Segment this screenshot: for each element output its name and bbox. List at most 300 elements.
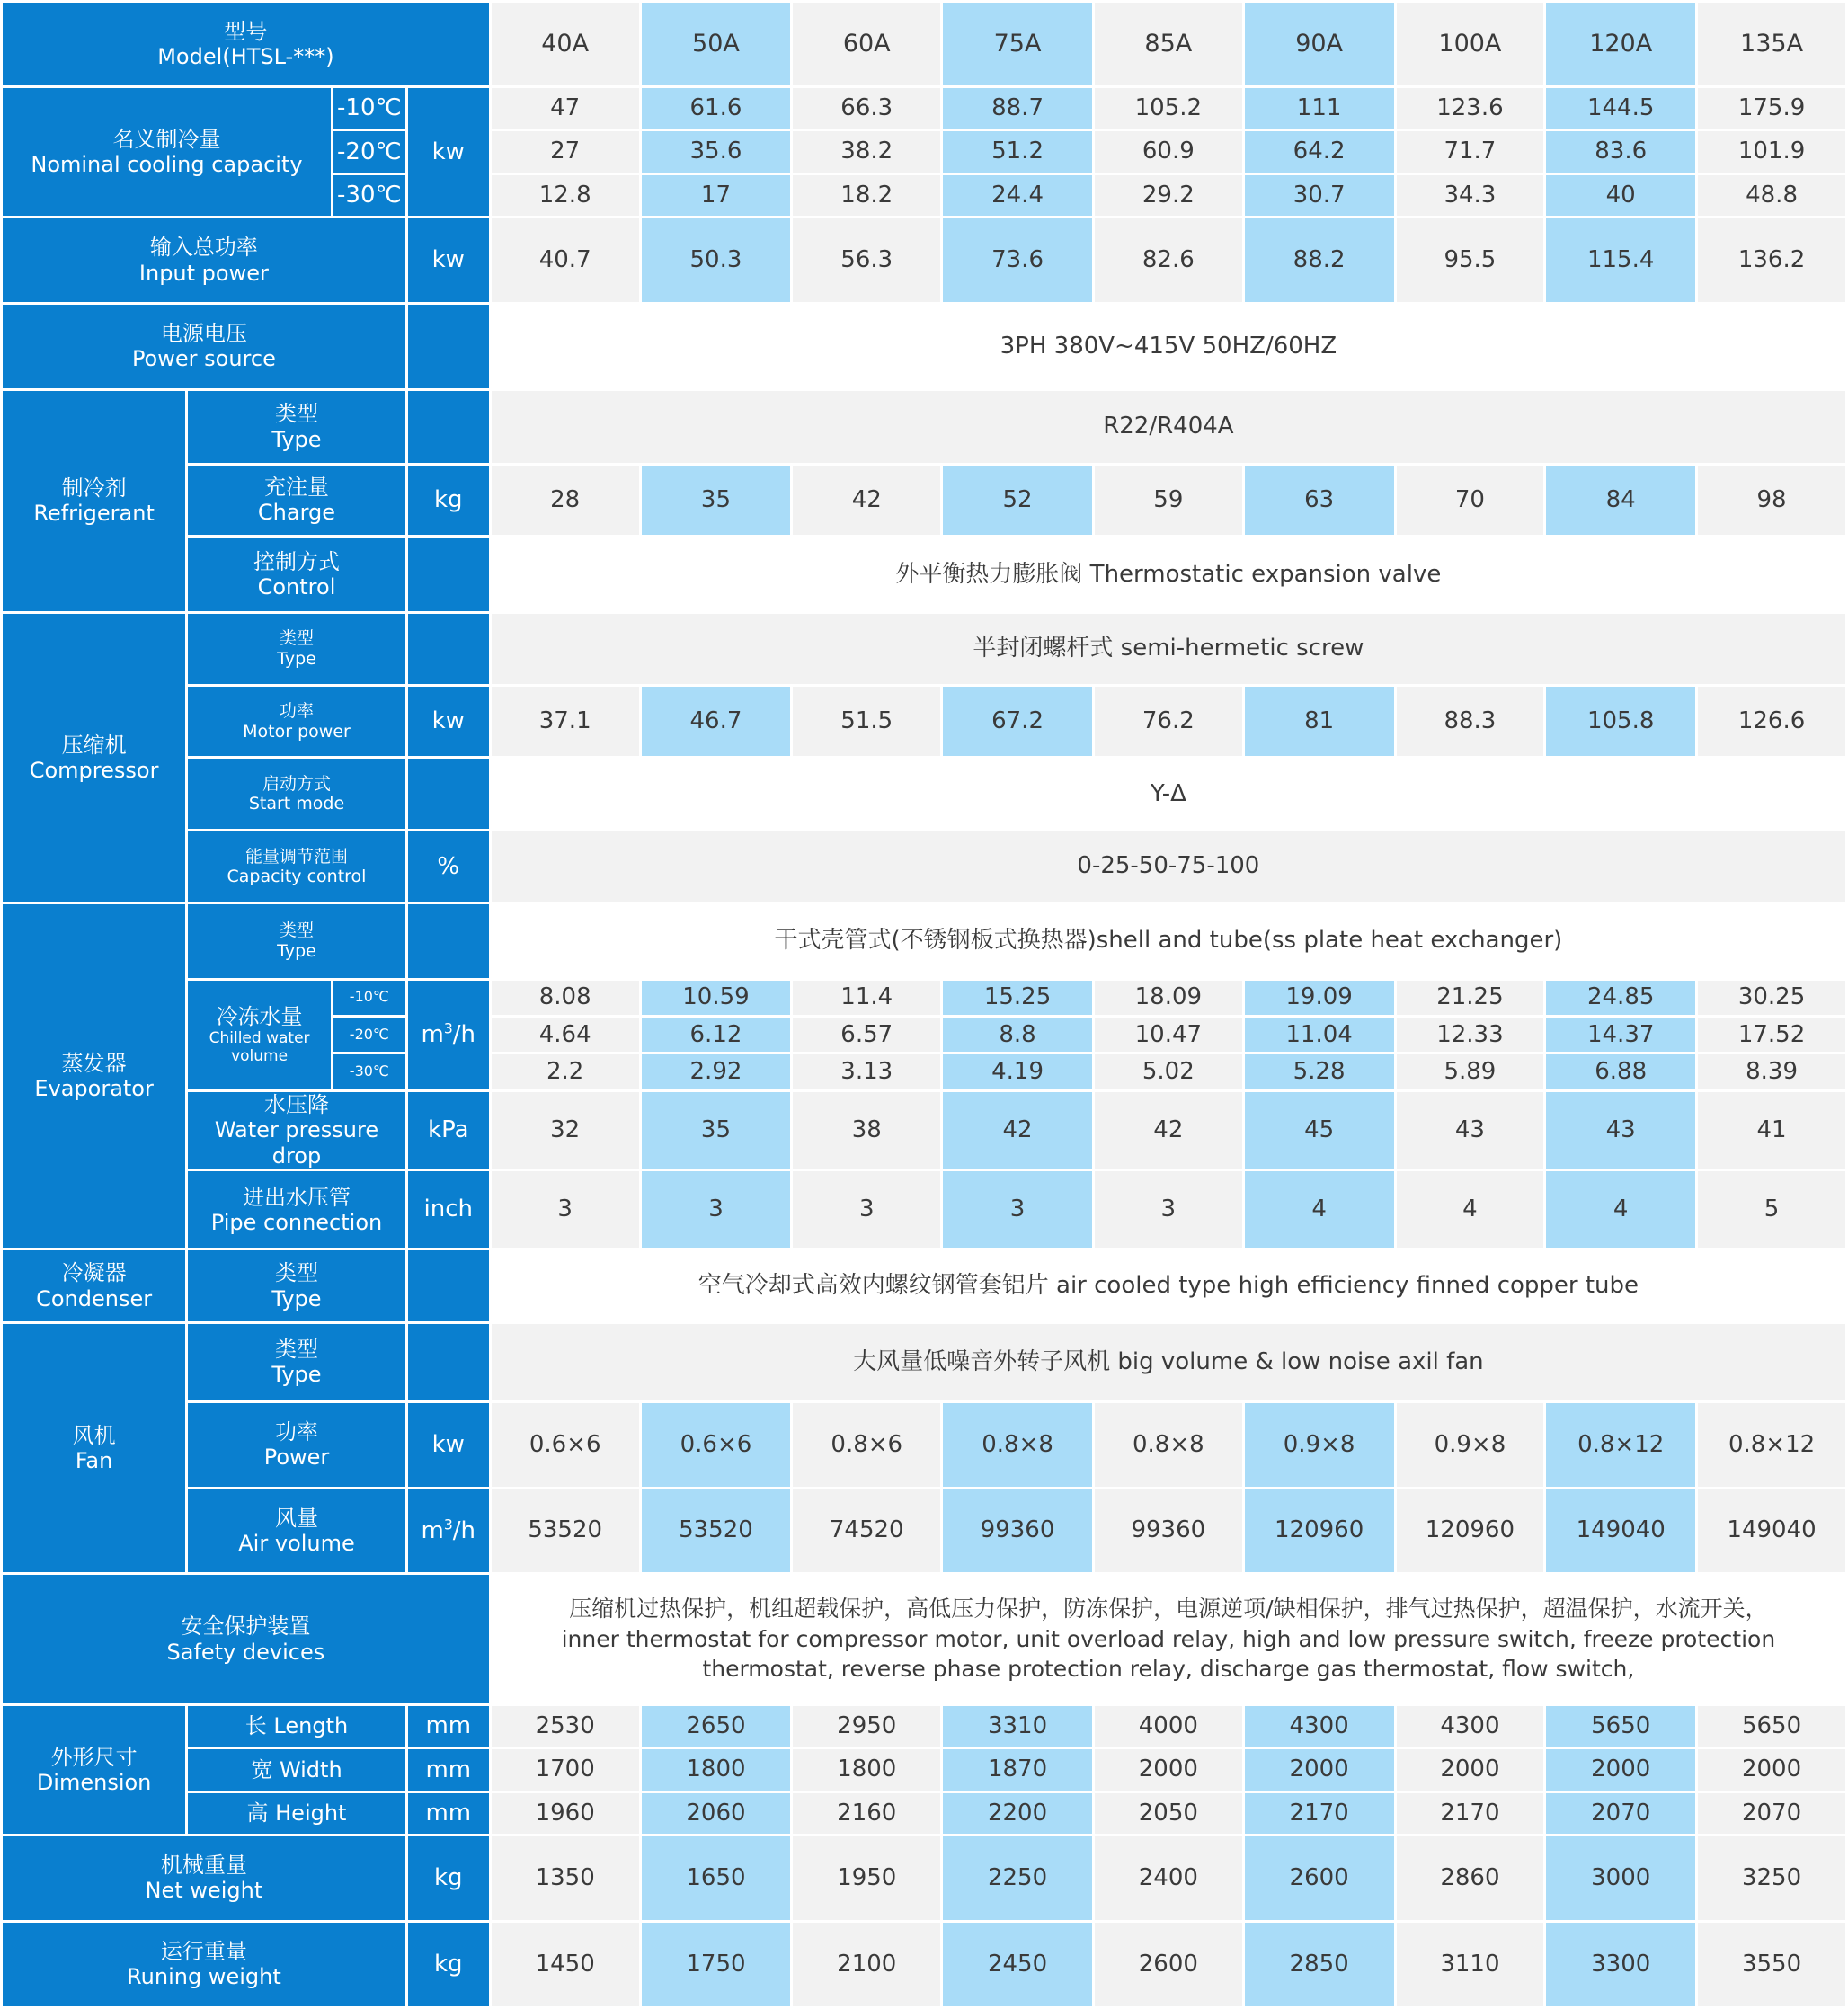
evaporator-zh: 蒸发器: [61, 1050, 127, 1076]
compressor-capacity-value: 0-25-50-75-100: [492, 831, 1845, 902]
running-weight-row: [3, 1923, 1845, 2006]
pressure-drop-row: [3, 1092, 1845, 1169]
fan-air-value: 53520: [642, 1489, 791, 1573]
pipe-connection-zh: 进出水压管: [242, 1184, 351, 1210]
pipe-connection-value: 3: [1095, 1171, 1242, 1248]
chilled-water-temp: -10℃: [333, 981, 405, 1015]
dimension-header: [3, 1706, 185, 1834]
compressor-capacity-header: [188, 831, 405, 902]
chilled-water-value: 11.04: [1245, 1018, 1394, 1052]
dimension-height-value: 2170: [1397, 1793, 1544, 1834]
refrigerant-charge-en: Charge: [257, 500, 336, 526]
cooling-value: 17: [642, 175, 791, 216]
fan-air-header: [188, 1489, 405, 1573]
unit-sup: 3: [443, 1516, 453, 1533]
input-power-value: 136.2: [1698, 218, 1845, 302]
chilled-water-value: 4.64: [492, 1018, 639, 1052]
cooling-value: 24.4: [943, 175, 1092, 216]
pressure-drop-value: 43: [1546, 1092, 1695, 1169]
input-power-value: 82.6: [1095, 218, 1242, 302]
compressor-type-value: 半封闭螺杆式 semi-hermetic screw: [492, 614, 1845, 684]
compressor-type-unit: [408, 614, 489, 684]
chilled-water-value: 5.89: [1397, 1054, 1544, 1089]
running-weight-value: 1750: [642, 1923, 791, 2006]
dimension-height-unit: mm: [408, 1793, 489, 1834]
refrigerant-charge-value: 70: [1397, 466, 1544, 536]
cooling-value: 83.6: [1546, 131, 1695, 172]
cooling-unit: kw: [408, 88, 489, 216]
fan-air-row: [3, 1489, 1845, 1573]
refrigerant-control-en: Control: [257, 574, 336, 600]
running-weight-value: 2450: [943, 1923, 1092, 2006]
chilled-water-value: 8.8: [943, 1018, 1092, 1052]
fan-air-value: 120960: [1245, 1489, 1394, 1573]
input-power-value: 50.3: [642, 218, 791, 302]
cooling-value: 66.3: [793, 88, 940, 129]
spec-table-body: [3, 3, 1845, 2006]
refrigerant-zh: 制冷剂: [61, 476, 127, 502]
fan-air-value: 99360: [943, 1489, 1092, 1573]
refrigerant-control-zh: 控制方式: [253, 548, 340, 574]
unit-base: m: [421, 1516, 444, 1544]
input-power-zh: 输入总功率: [149, 235, 258, 261]
cooling-value: 105.2: [1095, 88, 1242, 129]
chilled-water-unit: [408, 981, 489, 1089]
cooling-value: 64.2: [1245, 131, 1394, 172]
running-weight-header: [3, 1923, 405, 2006]
dimension-length-value: 4300: [1245, 1706, 1394, 1747]
fan-power-value: 0.9×8: [1245, 1403, 1394, 1487]
dimension-length-value: 2950: [793, 1706, 940, 1747]
fan-power-value: 0.8×8: [943, 1403, 1092, 1487]
condenser-value: 空气冷却式高效内螺纹钢管套铝片 air cooled type high efficiency finned copper tube: [492, 1250, 1845, 1321]
cooling-value: 51.2: [943, 131, 1092, 172]
unit-tail: /h: [452, 1020, 476, 1048]
dimension-height-value: 2050: [1095, 1793, 1242, 1834]
refrigerant-charge-value: 63: [1245, 466, 1394, 536]
pressure-drop-value: 35: [642, 1092, 791, 1169]
cooling-value: 60.9: [1095, 131, 1242, 172]
refrigerant-control-row: [3, 538, 1845, 611]
compressor-motor-value: 81: [1245, 687, 1394, 757]
model-value: 135A: [1698, 3, 1845, 85]
power-source-value: 3PH 380V~415V 50HZ/60HZ: [492, 305, 1845, 388]
fan-power-value: 0.8×8: [1095, 1403, 1242, 1487]
fan-air-unit: [408, 1489, 489, 1573]
dimension-width-value: 1800: [793, 1749, 940, 1790]
refrigerant-header: [3, 391, 185, 611]
cooling-value: 111: [1245, 88, 1394, 129]
refrigerant-charge-value: 35: [642, 466, 791, 536]
fan-air-value: 149040: [1546, 1489, 1695, 1573]
fan-zh: 风机: [72, 1422, 116, 1448]
compressor-start-en: Start mode: [248, 794, 345, 814]
net-weight-value: 2250: [943, 1836, 1092, 1920]
net-weight-header: [3, 1836, 405, 1920]
unit-sup: 3: [443, 1020, 453, 1037]
refrigerant-charge-header: [188, 466, 405, 536]
chilled-water-value: 10.59: [642, 981, 791, 1015]
condenser-unit: [408, 1250, 489, 1321]
cooling-value: 35.6: [642, 131, 791, 172]
dimension-height-label: 高 Height: [188, 1793, 405, 1834]
chilled-water-value: 6.12: [642, 1018, 791, 1052]
net-weight-value: 1950: [793, 1836, 940, 1920]
chilled-water-value: 4.19: [943, 1054, 1092, 1089]
input-power-unit: kw: [408, 218, 489, 302]
fan-power-zh: 功率: [274, 1418, 318, 1445]
cooling-header-en: Nominal cooling capacity: [31, 151, 303, 177]
chilled-water-value: 5.28: [1245, 1054, 1394, 1089]
dimension-height-value: 2160: [793, 1793, 940, 1834]
power-source-header: [3, 305, 405, 388]
fan-air-zh: 风量: [274, 1505, 318, 1531]
cooling-value: 144.5: [1546, 88, 1695, 129]
compressor-motor-header: [188, 687, 405, 757]
net-weight-zh: 机械重量: [160, 1853, 247, 1879]
cooling-temp: -10℃: [333, 88, 405, 129]
chilled-water-value: 5.02: [1095, 1054, 1242, 1089]
safety-row: [3, 1575, 1845, 1702]
unit-tail: /h: [452, 1516, 476, 1544]
unit-base: m: [421, 1020, 444, 1048]
compressor-start-value: Y-Δ: [492, 759, 1845, 829]
running-weight-value: 3110: [1397, 1923, 1544, 2006]
chilled-water-value: 30.25: [1698, 981, 1845, 1015]
compressor-start-unit: [408, 759, 489, 829]
compressor-motor-row: [3, 687, 1845, 757]
condenser-row: [3, 1250, 1845, 1321]
fan-power-row: [3, 1403, 1845, 1487]
running-weight-value: 1450: [492, 1923, 639, 2006]
fan-type-unit: [408, 1324, 489, 1400]
fan-air-value: 149040: [1698, 1489, 1845, 1573]
refrigerant-charge-value: 84: [1546, 466, 1695, 536]
net-weight-value: 2600: [1245, 1836, 1394, 1920]
running-weight-value: 3300: [1546, 1923, 1695, 2006]
chilled-water-value: 2.2: [492, 1054, 639, 1089]
chilled-water-header: [188, 981, 331, 1089]
chilled-water-value: 10.47: [1095, 1018, 1242, 1052]
power-source-row: [3, 305, 1845, 388]
refrigerant-type-header: [188, 391, 405, 463]
cooling-value: 48.8: [1698, 175, 1845, 216]
fan-power-value: 0.8×12: [1698, 1403, 1845, 1487]
net-weight-value: 2400: [1095, 1836, 1242, 1920]
condenser-en: Condenser: [36, 1285, 153, 1311]
dimension-width-value: 1870: [943, 1749, 1092, 1790]
input-power-value: 88.2: [1245, 218, 1394, 302]
fan-power-unit: kw: [408, 1403, 489, 1487]
pipe-connection-unit: inch: [408, 1171, 489, 1248]
fan-power-value: 0.6×6: [642, 1403, 791, 1487]
compressor-type-en: Type: [277, 648, 316, 669]
running-weight-unit: kg: [408, 1923, 489, 2006]
compressor-motor-value: 126.6: [1698, 687, 1845, 757]
net-weight-value: 2860: [1397, 1836, 1544, 1920]
refrigerant-charge-unit: kg: [408, 466, 489, 536]
dimension-length-value: 4000: [1095, 1706, 1242, 1747]
safety-value: [492, 1575, 1845, 1702]
dimension-length-row: [3, 1706, 1845, 1747]
input-power-value: 95.5: [1397, 218, 1544, 302]
compressor-motor-value: 51.5: [793, 687, 940, 757]
pipe-connection-header: [188, 1171, 405, 1248]
net-weight-row: [3, 1836, 1845, 1920]
dimension-length-unit: mm: [408, 1706, 489, 1747]
cooling-temp: -20℃: [333, 131, 405, 172]
compressor-start-zh: 启动方式: [262, 773, 331, 794]
compressor-motor-zh: 功率: [279, 701, 314, 722]
evaporator-type-zh: 类型: [279, 920, 314, 941]
dimension-length-value: 5650: [1698, 1706, 1845, 1747]
dimension-width-value: 2000: [1397, 1749, 1544, 1790]
cooling-value: 29.2: [1095, 175, 1242, 216]
dimension-height-value: 2070: [1546, 1793, 1695, 1834]
net-weight-value: 3250: [1698, 1836, 1845, 1920]
dimension-height-value: 2170: [1245, 1793, 1394, 1834]
refrigerant-en: Refrigerant: [33, 501, 155, 527]
refrigerant-control-unit: [408, 538, 489, 611]
running-weight-zh: 运行重量: [160, 1939, 247, 1965]
cooling-temp: -30℃: [333, 175, 405, 216]
cooling-value: 71.7: [1397, 131, 1544, 172]
compressor-motor-value: 67.2: [943, 687, 1092, 757]
running-weight-value: 2850: [1245, 1923, 1394, 2006]
compressor-motor-en: Motor power: [243, 721, 351, 742]
refrigerant-type-unit: [408, 391, 489, 463]
dimension-width-value: 2000: [1245, 1749, 1394, 1790]
chilled-water-value: 19.09: [1245, 981, 1394, 1015]
dimension-height-value: 2060: [642, 1793, 791, 1834]
pressure-drop-value: 43: [1397, 1092, 1544, 1169]
cooling-header: [3, 88, 331, 216]
cooling-value: 47: [492, 88, 639, 129]
evaporator-en: Evaporator: [34, 1076, 154, 1102]
cooling-value: 61.6: [642, 88, 791, 129]
pipe-connection-en: Pipe connection: [210, 1209, 383, 1235]
running-weight-en: Runing weight: [127, 1964, 281, 1990]
model-value: 100A: [1397, 3, 1544, 85]
input-power-header: [3, 218, 405, 302]
fan-en: Fan: [75, 1448, 113, 1474]
chilled-water-value: 14.37: [1546, 1018, 1695, 1052]
pressure-drop-value: 45: [1245, 1092, 1394, 1169]
cooling-value: 30.7: [1245, 175, 1394, 216]
condenser-type-zh: 类型: [274, 1260, 318, 1286]
safety-zh: 安全保护装置: [181, 1613, 311, 1640]
model-value: 75A: [943, 3, 1092, 85]
pressure-drop-value: 42: [943, 1092, 1092, 1169]
compressor-capacity-en: Capacity control: [227, 867, 367, 887]
evaporator-type-unit: [408, 904, 489, 978]
input-power-value: 73.6: [943, 218, 1092, 302]
fan-power-header: [188, 1403, 405, 1487]
chilled-water-value: 12.33: [1397, 1018, 1544, 1052]
running-weight-value: 2100: [793, 1923, 940, 2006]
chilled-water-value: 18.09: [1095, 981, 1242, 1015]
input-power-value: 40.7: [492, 218, 639, 302]
power-source-unit: [408, 305, 489, 388]
compressor-zh: 压缩机: [61, 732, 127, 758]
running-weight-value: 3550: [1698, 1923, 1845, 2006]
chilled-water-value: 2.92: [642, 1054, 791, 1089]
dimension-width-row: [3, 1749, 1845, 1790]
model-value: 50A: [642, 3, 791, 85]
evaporator-type-header: [188, 904, 405, 978]
cooling-value: 40: [1546, 175, 1695, 216]
model-header: [3, 3, 489, 85]
chilled-water-value: 15.25: [943, 981, 1092, 1015]
pressure-drop-value: 41: [1698, 1092, 1845, 1169]
compressor-en: Compressor: [29, 757, 159, 783]
refrigerant-charge-zh: 充注量: [263, 475, 329, 501]
refrigerant-charge-row: [3, 466, 1845, 536]
dimension-height-value: 2200: [943, 1793, 1092, 1834]
model-value: 40A: [492, 3, 639, 85]
compressor-capacity-row: [3, 831, 1845, 902]
pressure-drop-zh: 水压降: [263, 1092, 329, 1118]
chilled-water-value: 8.39: [1698, 1054, 1845, 1089]
dimension-height-value: 1960: [492, 1793, 639, 1834]
fan-type-value: 大风量低噪音外转子风机 big volume & low noise axil fan: [492, 1324, 1845, 1400]
chilled-water-value: 8.08: [492, 981, 639, 1015]
dimension-width-value: 2000: [1095, 1749, 1242, 1790]
fan-type-header: [188, 1324, 405, 1400]
fan-air-value: 120960: [1397, 1489, 1544, 1573]
running-weight-value: 2600: [1095, 1923, 1242, 2006]
compressor-capacity-zh: 能量调节范围: [244, 846, 348, 867]
cooling-value: 27: [492, 131, 639, 172]
refrigerant-charge-value: 98: [1698, 466, 1845, 536]
condenser-zh: 冷凝器: [61, 1260, 127, 1286]
refrigerant-charge-value: 28: [492, 466, 639, 536]
pipe-connection-value: 4: [1546, 1171, 1695, 1248]
cooling-value: 34.3: [1397, 175, 1544, 216]
fan-air-en: Air volume: [238, 1531, 355, 1556]
net-weight-unit: kg: [408, 1836, 489, 1920]
compressor-type-row: [3, 614, 1845, 684]
cooling-value: 12.8: [492, 175, 639, 216]
pressure-drop-value: 42: [1095, 1092, 1242, 1169]
model-header-zh: 型号: [224, 18, 268, 44]
refrigerant-control-value: 外平衡热力膨胀阀 Thermostatic expansion valve: [492, 538, 1845, 611]
cooling-value: 38.2: [793, 131, 940, 172]
chilled-water-value: 24.85: [1546, 981, 1695, 1015]
model-value: 90A: [1245, 3, 1394, 85]
compressor-type-header: [188, 614, 405, 684]
pressure-drop-value: 32: [492, 1092, 639, 1169]
compressor-motor-value: 46.7: [642, 687, 791, 757]
power-source-en: Power source: [131, 346, 276, 372]
chilled-water-value: 6.88: [1546, 1054, 1695, 1089]
compressor-header: [3, 614, 185, 902]
cooling-value: 101.9: [1698, 131, 1845, 172]
dimension-width-value: 2000: [1698, 1749, 1845, 1790]
fan-power-value: 0.6×6: [492, 1403, 639, 1487]
fan-type-zh: 类型: [274, 1337, 318, 1363]
safety-line-zh: 压缩机过热保护，机组超载保护，高低压力保护，防冻保护，电源逆项/缺相保护，排气过热保护，超温保护，水流开关，: [569, 1595, 1768, 1622]
input-power-value: 56.3: [793, 218, 940, 302]
pipe-connection-value: 3: [642, 1171, 791, 1248]
model-value: 85A: [1095, 3, 1242, 85]
fan-header: [3, 1324, 185, 1573]
evaporator-type-value: 干式壳管式(不锈钢板式换热器)shell and tube(ss plate heat exchanger): [492, 904, 1845, 978]
dimension-width-value: 1800: [642, 1749, 791, 1790]
dimension-height-row: [3, 1793, 1845, 1834]
compressor-motor-value: 37.1: [492, 687, 639, 757]
refrigerant-type-row: [3, 391, 1845, 463]
model-row: [3, 3, 1845, 85]
input-power-row: [3, 218, 1845, 302]
compressor-motor-unit: kw: [408, 687, 489, 757]
pipe-connection-value: 4: [1245, 1171, 1394, 1248]
chilled-water-zh: 冷冻水量: [216, 1003, 303, 1029]
dimension-length-label: 长 Length: [188, 1706, 405, 1747]
dimension-length-value: 5650: [1546, 1706, 1695, 1747]
fan-power-value: 0.9×8: [1397, 1403, 1544, 1487]
compressor-motor-value: 76.2: [1095, 687, 1242, 757]
cooling-header-zh: 名义制冷量: [112, 126, 221, 152]
refrigerant-type-value: R22/R404A: [492, 391, 1845, 463]
condenser-type-en: Type: [271, 1285, 322, 1311]
pressure-drop-unit: kPa: [408, 1092, 489, 1169]
cooling-value: 88.7: [943, 88, 1092, 129]
net-weight-en: Net weight: [145, 1878, 263, 1904]
model-header-en: Model(HTSL-***): [157, 43, 334, 69]
dimension-length-value: 2530: [492, 1706, 639, 1747]
net-weight-value: 1350: [492, 1836, 639, 1920]
model-value: 60A: [793, 3, 940, 85]
chilled-water-temp: -30℃: [333, 1054, 405, 1089]
cooling-value: 175.9: [1698, 88, 1845, 129]
evaporator-type-en: Type: [277, 940, 316, 961]
chilled-water-value: 11.4: [793, 981, 940, 1015]
dimension-length-value: 3310: [943, 1706, 1092, 1747]
compressor-motor-value: 105.8: [1546, 687, 1695, 757]
refrigerant-charge-value: 59: [1095, 466, 1242, 536]
fan-air-value: 53520: [492, 1489, 639, 1573]
dimension-width-value: 2000: [1546, 1749, 1695, 1790]
refrigerant-charge-value: 52: [943, 466, 1092, 536]
dimension-height-value: 2070: [1698, 1793, 1845, 1834]
safety-en: Safety devices: [166, 1639, 325, 1665]
compressor-type-zh: 类型: [279, 628, 314, 649]
pipe-connection-value: 5: [1698, 1171, 1845, 1248]
fan-air-value: 99360: [1095, 1489, 1242, 1573]
cooling-row: [3, 88, 1845, 129]
refrigerant-type-en: Type: [271, 426, 322, 452]
condenser-header: [3, 1250, 185, 1321]
pipe-connection-value: 3: [492, 1171, 639, 1248]
evaporator-header: [3, 904, 185, 1248]
evaporator-type-row: [3, 904, 1845, 978]
fan-air-value: 74520: [793, 1489, 940, 1573]
pressure-drop-header: [188, 1092, 405, 1169]
chilled-water-value: 21.25: [1397, 981, 1544, 1015]
input-power-en: Input power: [138, 260, 269, 286]
compressor-start-header: [188, 759, 405, 829]
refrigerant-type-zh: 类型: [274, 401, 318, 427]
input-power-value: 115.4: [1546, 218, 1695, 302]
compressor-start-row: [3, 759, 1845, 829]
dimension-length-value: 2650: [642, 1706, 791, 1747]
compressor-capacity-unit: %: [408, 831, 489, 902]
chilled-water-value: 6.57: [793, 1018, 940, 1052]
cooling-value: 18.2: [793, 175, 940, 216]
dimension-zh: 外形尺寸: [50, 1744, 138, 1770]
fan-power-value: 0.8×6: [793, 1403, 940, 1487]
